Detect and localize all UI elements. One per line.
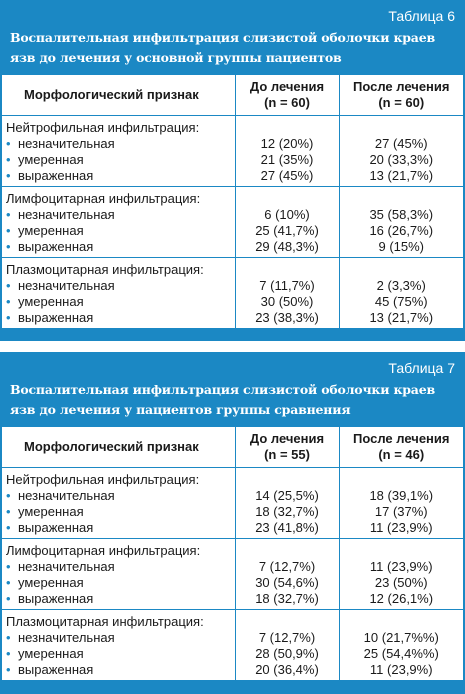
cell-value: 29 (48,3%): [255, 238, 319, 254]
before-values: [235, 467, 339, 538]
list-item: [6, 504, 231, 520]
group-title: Лимфоцитарная инфильтрация:: [6, 190, 201, 206]
bullet-dot-icon: •: [6, 151, 11, 167]
bullet-dot-icon: •: [6, 629, 11, 645]
cell-value: 23 (41,8%): [255, 519, 319, 535]
bullet-dot-icon: •: [6, 309, 11, 325]
list-item: [6, 294, 231, 310]
table-caption-line: Воспалительная инфильтрация слизистой оболочки краев: [10, 30, 435, 45]
cell-value: 18 (32,7%): [255, 503, 319, 519]
cell-value: 7 (12,7%): [258, 558, 316, 574]
group-labels: [2, 257, 235, 328]
group-title: Плазмоцитарная инфильтрация:: [6, 613, 204, 629]
column-header-feature: [2, 75, 235, 115]
group-labels: [2, 538, 235, 609]
cell-value: 27 (45%): [260, 167, 314, 183]
row-label: умеренная: [18, 503, 84, 519]
row-label: умеренная: [18, 222, 84, 238]
group-title: Нейтрофильная инфильтрация:: [6, 119, 200, 135]
column-header-after: [339, 427, 463, 467]
after-values: [339, 115, 463, 186]
cell-value: 30 (50%): [260, 293, 314, 309]
group-labels: [2, 186, 235, 257]
bullet-dot-icon: •: [6, 206, 11, 222]
column-header-sample-size: (n = 46): [378, 446, 425, 462]
table-number: Таблица 7: [388, 360, 455, 376]
column-header-before: [235, 75, 339, 115]
list-item: [6, 559, 231, 575]
row-label: умеренная: [18, 151, 84, 167]
list-item: [6, 152, 231, 168]
row-label: выраженная: [18, 519, 94, 535]
cell-value: 27 (45%): [374, 135, 428, 151]
row-label: незначительная: [18, 629, 115, 645]
column-header-label: До лечения: [249, 78, 325, 94]
group-title: Плазмоцитарная инфильтрация:: [6, 261, 204, 277]
bullet-dot-icon: •: [6, 277, 11, 293]
column-header-label: Морфологический признак: [24, 438, 199, 454]
cell-value: 10 (21,7%%): [363, 629, 439, 645]
row-label: выраженная: [18, 661, 94, 677]
row-label: умеренная: [18, 645, 84, 661]
cell-value: 25 (54,4%%): [363, 645, 439, 661]
row-label: выраженная: [18, 590, 94, 606]
table-number: Таблица 6: [388, 8, 455, 24]
data-table-6: [2, 75, 463, 328]
column-header-feature: [2, 427, 235, 467]
table-7-header: [2, 354, 463, 420]
column-header-label: После лечения: [353, 78, 450, 94]
cell-value: 13 (21,7%): [369, 167, 434, 183]
after-values: [339, 257, 463, 328]
row-label: незначительная: [18, 558, 115, 574]
bullet-dot-icon: •: [6, 222, 11, 238]
group-row-plasmocyte: [2, 257, 463, 328]
column-header-sample-size: (n = 60): [264, 94, 310, 110]
column-header-sample-size: (n = 55): [264, 446, 310, 462]
list-item: [6, 223, 231, 239]
bullet-dot-icon: •: [6, 645, 11, 661]
bullet-dot-icon: •: [6, 661, 11, 677]
cell-value: 28 (50,9%): [255, 645, 319, 661]
row-label: выраженная: [18, 309, 94, 325]
cell-value: 45 (75%): [374, 293, 428, 309]
bullet-dot-icon: •: [6, 574, 11, 590]
column-header-label: Морфологический признак: [24, 86, 199, 102]
cell-value: 7 (12,7%): [258, 629, 316, 645]
group-labels: [2, 467, 235, 538]
bullet-dot-icon: •: [6, 558, 11, 574]
header-row: [2, 75, 463, 115]
group-row-lymphocyte: [2, 186, 463, 257]
cell-value: 20 (33,3%): [369, 151, 434, 167]
row-label: незначительная: [18, 206, 115, 222]
after-values: [339, 538, 463, 609]
row-label: выраженная: [18, 167, 94, 183]
group-row-neutrophil: [2, 115, 463, 186]
cell-value: 21 (35%): [260, 151, 314, 167]
after-values: [339, 467, 463, 538]
cell-value: 35 (58,3%): [369, 206, 434, 222]
bullet-dot-icon: •: [6, 135, 11, 151]
bullet-dot-icon: •: [6, 293, 11, 309]
list-item: [6, 310, 231, 326]
before-values: [235, 115, 339, 186]
column-header-after: [339, 75, 463, 115]
list-item: [6, 662, 231, 678]
cell-value: 23 (50%): [374, 574, 428, 590]
cell-value: 11 (23,9%): [369, 661, 433, 677]
table-caption-line: язв до лечения у основной группы пациентов: [10, 50, 342, 65]
cell-value: 7 (11,7%): [259, 277, 315, 293]
cell-value: 2 (3,3%): [376, 277, 426, 293]
before-values: [235, 609, 339, 680]
cell-value: 30 (54,6%): [255, 574, 319, 590]
group-title: Нейтрофильная инфильтрация:: [6, 471, 200, 487]
table-caption-line: Воспалительная инфильтрация слизистой оболочки краев: [10, 382, 435, 397]
cell-value: 9 (15%): [378, 238, 425, 254]
column-header-label: До лечения: [249, 430, 325, 446]
bullet-dot-icon: •: [6, 519, 11, 535]
before-values: [235, 538, 339, 609]
cell-value: 16 (26,7%): [369, 222, 434, 238]
group-title: Лимфоцитарная инфильтрация:: [6, 542, 201, 558]
row-label: незначительная: [18, 487, 115, 503]
cell-value: 11 (23,9%): [369, 558, 433, 574]
after-values: [339, 609, 463, 680]
list-item: [6, 278, 231, 294]
row-label: незначительная: [18, 277, 115, 293]
cell-value: 18 (39,1%): [369, 487, 434, 503]
column-header-before: [235, 427, 339, 467]
cell-value: 6 (10%): [264, 206, 310, 222]
table-7: [0, 352, 465, 694]
cell-value: 25 (41,7%): [255, 222, 319, 238]
header-row: [2, 427, 463, 467]
before-values: [235, 186, 339, 257]
list-item: [6, 488, 231, 504]
bullet-dot-icon: •: [6, 503, 11, 519]
cell-value: 11 (23,9%): [369, 519, 433, 535]
list-item: [6, 239, 231, 255]
list-item: [6, 207, 231, 223]
row-label: выраженная: [18, 238, 94, 254]
list-item: [6, 591, 231, 607]
column-header-sample-size: (n = 60): [378, 94, 425, 110]
list-item: [6, 520, 231, 536]
data-table-7: [2, 427, 463, 680]
cell-value: 23 (38,3%): [255, 309, 319, 325]
group-labels: [2, 115, 235, 186]
bullet-dot-icon: •: [6, 238, 11, 254]
cell-value: 13 (21,7%): [369, 309, 434, 325]
list-item: [6, 646, 231, 662]
column-header-label: После лечения: [353, 430, 450, 446]
bullet-dot-icon: •: [6, 167, 11, 183]
before-values: [235, 257, 339, 328]
bullet-dot-icon: •: [6, 487, 11, 503]
row-label: незначительная: [18, 135, 115, 151]
group-row-neutrophil: [2, 467, 463, 538]
cell-value: 12 (20%): [260, 135, 314, 151]
after-values: [339, 186, 463, 257]
group-row-lymphocyte: [2, 538, 463, 609]
group-row-plasmocyte: [2, 609, 463, 680]
cell-value: 18 (32,7%): [255, 590, 319, 606]
bullet-dot-icon: •: [6, 590, 11, 606]
row-label: умеренная: [18, 574, 84, 590]
table-6-header: [2, 2, 463, 68]
group-labels: [2, 609, 235, 680]
cell-value: 14 (25,5%): [255, 487, 319, 503]
list-item: [6, 630, 231, 646]
row-label: умеренная: [18, 293, 84, 309]
table-6: [0, 0, 465, 341]
list-item: [6, 575, 231, 591]
table-caption-line: язв до лечения у пациентов группы сравнения: [10, 402, 351, 417]
cell-value: 17 (37%): [374, 503, 428, 519]
list-item: [6, 136, 231, 152]
cell-value: 12 (26,1%): [369, 590, 434, 606]
cell-value: 20 (36,4%): [255, 661, 319, 677]
list-item: [6, 168, 231, 184]
